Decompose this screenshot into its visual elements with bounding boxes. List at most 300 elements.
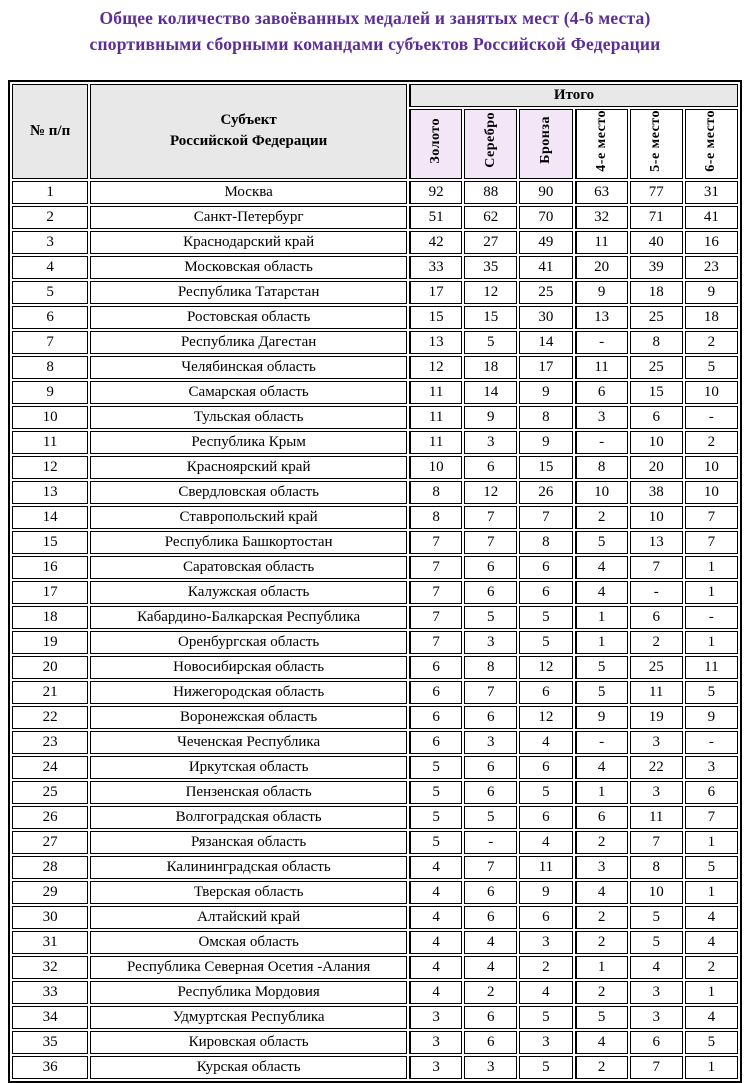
row-number-cell: 3 <box>12 231 88 254</box>
value-cell: 6 <box>464 456 517 479</box>
value-cell: 4 <box>685 906 738 929</box>
table-row <box>12 481 738 504</box>
value-cell: 1 <box>575 781 628 804</box>
value-cell: 38 <box>630 481 683 504</box>
subject-cell: Кабардино-Балкарская Республика <box>90 606 407 629</box>
value-cell: 5 <box>519 631 572 654</box>
value-cell: 5 <box>464 331 517 354</box>
subject-cell: Краснодарский край <box>90 231 407 254</box>
table-row <box>12 306 738 329</box>
row-number-cell: 30 <box>12 906 88 929</box>
value-cell: 2 <box>519 956 572 979</box>
subject-cell: Калининградская область <box>90 856 407 879</box>
value-cell: 62 <box>464 206 517 229</box>
value-cell: 14 <box>519 331 572 354</box>
value-cell: 3 <box>409 1056 462 1079</box>
value-cell: 11 <box>409 406 462 429</box>
value-cell: 6 <box>519 756 572 779</box>
table-row <box>12 631 738 654</box>
header-place-4 <box>575 109 628 180</box>
value-cell: 15 <box>409 306 462 329</box>
value-cell: 41 <box>685 206 738 229</box>
value-cell: 1 <box>685 1056 738 1079</box>
row-number-cell: 26 <box>12 806 88 829</box>
subject-cell: Республика Башкортостан <box>90 531 407 554</box>
row-number-cell: 33 <box>12 981 88 1004</box>
header-silver <box>464 109 517 180</box>
row-number-cell: 11 <box>12 431 88 454</box>
value-cell: 2 <box>630 631 683 654</box>
row-number-cell: 29 <box>12 881 88 904</box>
table-row <box>12 1056 738 1079</box>
row-number-cell: 16 <box>12 556 88 579</box>
value-cell: 3 <box>409 1006 462 1029</box>
value-cell: 5 <box>685 681 738 704</box>
value-cell: 25 <box>519 281 572 304</box>
value-cell: 7 <box>409 631 462 654</box>
value-cell: 2 <box>685 431 738 454</box>
value-cell: 5 <box>409 756 462 779</box>
header-place-6 <box>685 109 738 180</box>
subject-cell: Ставропольский край <box>90 506 407 529</box>
value-cell: 8 <box>630 331 683 354</box>
value-cell: 10 <box>685 481 738 504</box>
subject-cell: Республика Северная Осетия -Алания <box>90 956 407 979</box>
value-cell: 4 <box>575 556 628 579</box>
value-cell: 5 <box>409 781 462 804</box>
value-cell: 6 <box>575 381 628 404</box>
table-row <box>12 506 738 529</box>
header-place-4-label: 4-е место <box>595 110 609 172</box>
subject-cell: Республика Крым <box>90 431 407 454</box>
value-cell: 6 <box>630 1031 683 1054</box>
value-cell: 4 <box>519 731 572 754</box>
value-cell: 12 <box>464 281 517 304</box>
value-cell: - <box>575 431 628 454</box>
table-row <box>12 206 738 229</box>
value-cell: 9 <box>464 406 517 429</box>
value-cell: 90 <box>519 181 572 204</box>
subject-cell: Московская область <box>90 256 407 279</box>
table-row <box>12 181 738 204</box>
value-cell: 5 <box>519 1056 572 1079</box>
value-cell: 88 <box>464 181 517 204</box>
subject-cell: Оренбургская область <box>90 631 407 654</box>
subject-cell: Новосибирская область <box>90 656 407 679</box>
subject-cell: Ростовская область <box>90 306 407 329</box>
value-cell: 8 <box>519 531 572 554</box>
header-silver-label: Серебро <box>484 112 498 168</box>
value-cell: 2 <box>575 831 628 854</box>
value-cell: 25 <box>630 356 683 379</box>
value-cell: 92 <box>409 181 462 204</box>
value-cell: 3 <box>519 1031 572 1054</box>
value-cell: 3 <box>464 631 517 654</box>
value-cell: 9 <box>519 431 572 454</box>
value-cell: 1 <box>685 631 738 654</box>
row-number-cell: 36 <box>12 1056 88 1079</box>
value-cell: 2 <box>575 931 628 954</box>
subject-cell: Челябинская область <box>90 356 407 379</box>
table-row <box>12 456 738 479</box>
value-cell: 11 <box>409 381 462 404</box>
value-cell: 1 <box>685 581 738 604</box>
table-row <box>12 556 738 579</box>
value-cell: 6 <box>575 806 628 829</box>
value-cell: 3 <box>575 856 628 879</box>
value-cell: - <box>464 831 517 854</box>
row-number-cell: 32 <box>12 956 88 979</box>
value-cell: 11 <box>630 806 683 829</box>
value-cell: 6 <box>464 706 517 729</box>
row-number-cell: 8 <box>12 356 88 379</box>
value-cell: 49 <box>519 231 572 254</box>
value-cell: 7 <box>630 831 683 854</box>
value-cell: 3 <box>464 431 517 454</box>
value-cell: 4 <box>409 906 462 929</box>
value-cell: 7 <box>409 556 462 579</box>
row-number-cell: 10 <box>12 406 88 429</box>
document-page <box>0 5 750 1049</box>
header-total: Итого <box>409 84 738 107</box>
subject-cell: Республика Дагестан <box>90 331 407 354</box>
header-subject <box>90 84 407 180</box>
subject-cell: Омская область <box>90 931 407 954</box>
value-cell: 6 <box>519 806 572 829</box>
value-cell: 7 <box>409 606 462 629</box>
header-place-6-label: 6-е место <box>704 110 718 172</box>
table-row <box>12 706 738 729</box>
value-cell: 14 <box>464 381 517 404</box>
value-cell: 7 <box>685 506 738 529</box>
value-cell: 3 <box>630 781 683 804</box>
value-cell: 3 <box>630 1006 683 1029</box>
value-cell: 5 <box>409 831 462 854</box>
value-cell: 3 <box>409 1031 462 1054</box>
value-cell: 12 <box>519 706 572 729</box>
value-cell: 7 <box>409 581 462 604</box>
value-cell: 6 <box>464 556 517 579</box>
value-cell: 7 <box>630 1056 683 1079</box>
value-cell: 9 <box>519 381 572 404</box>
subject-cell: Красноярский край <box>90 456 407 479</box>
table-row <box>12 831 738 854</box>
value-cell: 4 <box>464 931 517 954</box>
row-number-cell: 20 <box>12 656 88 679</box>
value-cell: 5 <box>464 606 517 629</box>
row-number-cell: 15 <box>12 531 88 554</box>
value-cell: 5 <box>409 806 462 829</box>
value-cell: 5 <box>519 1006 572 1029</box>
value-cell: 31 <box>685 181 738 204</box>
value-cell: - <box>575 731 628 754</box>
row-number-cell: 17 <box>12 581 88 604</box>
value-cell: 11 <box>685 656 738 679</box>
row-number-cell: 13 <box>12 481 88 504</box>
value-cell: 1 <box>575 956 628 979</box>
value-cell: 5 <box>464 806 517 829</box>
value-cell: 6 <box>464 1006 517 1029</box>
value-cell: 2 <box>685 956 738 979</box>
value-cell: 41 <box>519 256 572 279</box>
value-cell: 2 <box>575 981 628 1004</box>
value-cell: 17 <box>519 356 572 379</box>
value-cell: 27 <box>464 231 517 254</box>
subject-cell: Удмуртская Республика <box>90 1006 407 1029</box>
table-row <box>12 531 738 554</box>
value-cell: 5 <box>575 1006 628 1029</box>
value-cell: 4 <box>409 981 462 1004</box>
value-cell: 6 <box>685 781 738 804</box>
value-cell: 6 <box>630 406 683 429</box>
table-row <box>12 281 738 304</box>
value-cell: 10 <box>575 481 628 504</box>
subject-cell: Воронежская область <box>90 706 407 729</box>
value-cell: 4 <box>409 931 462 954</box>
value-cell: 6 <box>519 556 572 579</box>
value-cell: 7 <box>685 531 738 554</box>
value-cell: 10 <box>630 431 683 454</box>
table-row <box>12 756 738 779</box>
table-row <box>12 806 738 829</box>
value-cell: 25 <box>630 656 683 679</box>
row-number-cell: 31 <box>12 931 88 954</box>
value-cell: 4 <box>409 956 462 979</box>
value-cell: 4 <box>519 831 572 854</box>
value-cell: 5 <box>519 606 572 629</box>
value-cell: 5 <box>575 656 628 679</box>
value-cell: 9 <box>685 706 738 729</box>
value-cell: 4 <box>575 881 628 904</box>
value-cell: 25 <box>630 306 683 329</box>
subject-cell: Самарская область <box>90 381 407 404</box>
value-cell: 70 <box>519 206 572 229</box>
value-cell: 9 <box>575 281 628 304</box>
table-row <box>12 656 738 679</box>
value-cell: 8 <box>409 481 462 504</box>
value-cell: 30 <box>519 306 572 329</box>
header-row-number: № п/п <box>12 84 88 180</box>
value-cell: 10 <box>685 456 738 479</box>
value-cell: 15 <box>464 306 517 329</box>
row-number-cell: 7 <box>12 331 88 354</box>
value-cell: - <box>685 731 738 754</box>
value-cell: 6 <box>630 606 683 629</box>
header-subject-line-1: Субъект <box>220 112 276 128</box>
table-row <box>12 356 738 379</box>
subject-cell: Рязанская область <box>90 831 407 854</box>
value-cell: 2 <box>464 981 517 1004</box>
table-row <box>12 256 738 279</box>
value-cell: 77 <box>630 181 683 204</box>
value-cell: 4 <box>575 756 628 779</box>
table-row <box>12 1006 738 1029</box>
value-cell: 3 <box>575 406 628 429</box>
value-cell: 2 <box>575 1056 628 1079</box>
value-cell: 18 <box>630 281 683 304</box>
value-cell: 32 <box>575 206 628 229</box>
table-row <box>12 606 738 629</box>
table-row <box>12 681 738 704</box>
value-cell: 33 <box>409 256 462 279</box>
value-cell: 40 <box>630 231 683 254</box>
value-cell: 6 <box>409 706 462 729</box>
value-cell: 6 <box>464 781 517 804</box>
table-row <box>12 431 738 454</box>
value-cell: 9 <box>575 706 628 729</box>
value-cell: 4 <box>519 981 572 1004</box>
value-cell: 6 <box>464 906 517 929</box>
value-cell: 6 <box>409 681 462 704</box>
subject-cell: Саратовская область <box>90 556 407 579</box>
value-cell: 11 <box>409 431 462 454</box>
value-cell: 7 <box>630 556 683 579</box>
value-cell: 3 <box>519 931 572 954</box>
value-cell: 5 <box>575 681 628 704</box>
page-title <box>0 5 750 58</box>
value-cell: 15 <box>519 456 572 479</box>
value-cell: 1 <box>575 631 628 654</box>
value-cell: 23 <box>685 256 738 279</box>
value-cell: 3 <box>630 981 683 1004</box>
table-body <box>12 181 738 1079</box>
subject-cell: Санкт-Петербург <box>90 206 407 229</box>
table-row <box>12 906 738 929</box>
value-cell: 26 <box>519 481 572 504</box>
header-bronze-label: Бронза <box>539 116 553 164</box>
value-cell: 8 <box>409 506 462 529</box>
subject-cell: Калужская область <box>90 581 407 604</box>
value-cell: 63 <box>575 181 628 204</box>
table-row <box>12 931 738 954</box>
value-cell: 8 <box>630 856 683 879</box>
value-cell: 2 <box>575 906 628 929</box>
value-cell: 35 <box>464 256 517 279</box>
row-number-cell: 23 <box>12 731 88 754</box>
value-cell: 5 <box>519 781 572 804</box>
row-number-cell: 21 <box>12 681 88 704</box>
row-number-cell: 1 <box>12 181 88 204</box>
value-cell: - <box>630 581 683 604</box>
value-cell: 12 <box>519 656 572 679</box>
value-cell: 6 <box>409 731 462 754</box>
table-row <box>12 956 738 979</box>
value-cell: 6 <box>464 1031 517 1054</box>
row-number-cell: 28 <box>12 856 88 879</box>
row-number-cell: 2 <box>12 206 88 229</box>
value-cell: 4 <box>685 931 738 954</box>
table-row <box>12 231 738 254</box>
value-cell: 13 <box>409 331 462 354</box>
value-cell: 11 <box>575 231 628 254</box>
value-cell: 5 <box>575 531 628 554</box>
value-cell: 11 <box>519 856 572 879</box>
page-title-line-1: Общее количество завоёванных медалей и занятых мест (4-6 места) <box>0 5 750 31</box>
row-number-cell: 5 <box>12 281 88 304</box>
table-row <box>12 731 738 754</box>
table-row <box>12 581 738 604</box>
value-cell: 7 <box>464 681 517 704</box>
value-cell: 20 <box>630 456 683 479</box>
header-place-5 <box>630 109 683 180</box>
header-bronze <box>519 109 572 180</box>
subject-cell: Алтайский край <box>90 906 407 929</box>
value-cell: 8 <box>464 656 517 679</box>
subject-cell: Республика Татарстан <box>90 281 407 304</box>
value-cell: 6 <box>519 581 572 604</box>
value-cell: 7 <box>464 531 517 554</box>
value-cell: 2 <box>685 331 738 354</box>
value-cell: 5 <box>630 931 683 954</box>
page-title-line-2: спортивными сборными командами субъектов Российской Федерации <box>0 31 750 57</box>
row-number-cell: 22 <box>12 706 88 729</box>
row-number-cell: 19 <box>12 631 88 654</box>
table-row <box>12 1031 738 1054</box>
value-cell: 17 <box>409 281 462 304</box>
value-cell: 1 <box>685 881 738 904</box>
value-cell: 5 <box>630 906 683 929</box>
subject-cell: Иркутская область <box>90 756 407 779</box>
header-gold-label: Золото <box>429 118 443 164</box>
table-row <box>12 881 738 904</box>
value-cell: 20 <box>575 256 628 279</box>
value-cell: 4 <box>464 956 517 979</box>
table-row <box>12 331 738 354</box>
value-cell: 4 <box>575 581 628 604</box>
value-cell: 7 <box>464 856 517 879</box>
value-cell: 10 <box>630 506 683 529</box>
value-cell: 42 <box>409 231 462 254</box>
medals-table <box>8 80 742 1083</box>
value-cell: 8 <box>519 406 572 429</box>
table-row <box>12 856 738 879</box>
value-cell: 5 <box>685 856 738 879</box>
value-cell: 2 <box>575 506 628 529</box>
value-cell: 6 <box>519 681 572 704</box>
value-cell: 1 <box>685 556 738 579</box>
value-cell: 3 <box>630 731 683 754</box>
value-cell: 3 <box>685 756 738 779</box>
subject-cell: Свердловская область <box>90 481 407 504</box>
value-cell: 4 <box>685 1006 738 1029</box>
header-place-5-label: 5-е место <box>649 110 663 172</box>
value-cell: 7 <box>685 806 738 829</box>
value-cell: 10 <box>409 456 462 479</box>
subject-cell: Тульская область <box>90 406 407 429</box>
value-cell: 4 <box>409 881 462 904</box>
value-cell: 5 <box>685 1031 738 1054</box>
subject-cell: Нижегородская область <box>90 681 407 704</box>
value-cell: 4 <box>575 1031 628 1054</box>
row-number-cell: 34 <box>12 1006 88 1029</box>
table-row <box>12 381 738 404</box>
table-header <box>12 84 738 180</box>
subject-cell: Тверская область <box>90 881 407 904</box>
value-cell: 6 <box>409 656 462 679</box>
row-number-cell: 12 <box>12 456 88 479</box>
value-cell: 10 <box>685 381 738 404</box>
value-cell: 6 <box>464 756 517 779</box>
value-cell: 6 <box>464 881 517 904</box>
value-cell: 11 <box>630 681 683 704</box>
value-cell: - <box>685 606 738 629</box>
subject-cell: Кировская область <box>90 1031 407 1054</box>
value-cell: 19 <box>630 706 683 729</box>
row-number-cell: 27 <box>12 831 88 854</box>
value-cell: 11 <box>575 356 628 379</box>
value-cell: - <box>685 406 738 429</box>
value-cell: 22 <box>630 756 683 779</box>
